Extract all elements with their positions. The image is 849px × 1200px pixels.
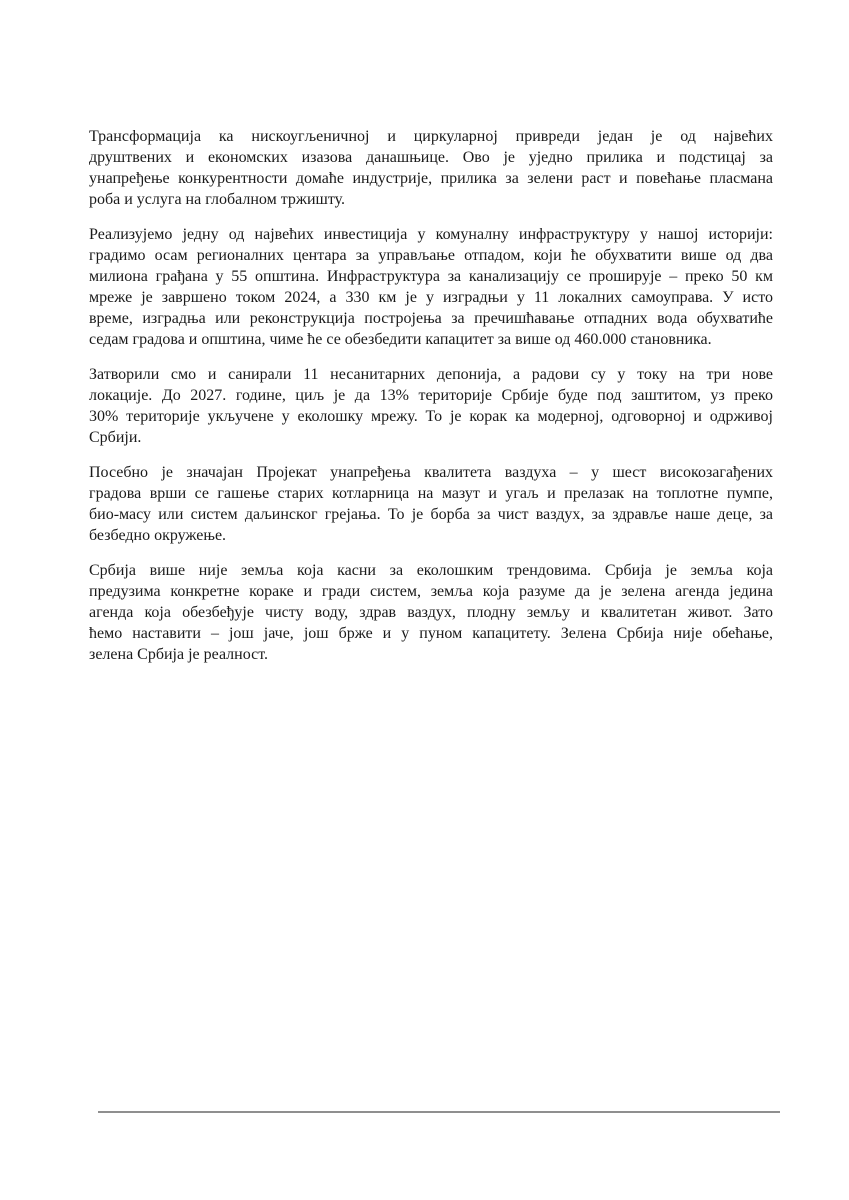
paragraph-line: Затворили смо и санирали 11 несанитарних депонија, а радови су у току на три нове xyxy=(89,366,773,383)
paragraph-line: градимо осам регионалних центара за управљање отпадом, који ће обухватити више од два xyxy=(89,247,773,264)
paragraph-line: роба и услуга на глобалном тржишту. xyxy=(89,191,346,208)
paragraph-line: локације. До 2027. године, циљ је да 13% територије Србије буде под заштитом, уз преко xyxy=(89,387,773,404)
paragraph-line: унапређење конкурентности домаће индустрије, прилика за зелени раст и повећање пласмана xyxy=(89,170,773,187)
paragraph-line: Посебно је значајан Пројекат унапређења квалитета ваздуха – у шест високозагађених xyxy=(89,464,773,481)
paragraph-line: друштвених и економских изазова данашњице. Ово је уједно прилика и подстицај за xyxy=(89,149,773,166)
paragraph xyxy=(89,462,773,546)
footer-rule xyxy=(98,1111,780,1113)
paragraph-line: мреже је завршено током 2024, а 330 км је у изградњи у 11 локалних самоуправа. У исто xyxy=(89,289,773,306)
paragraph-line: време, изградња или реконструкција постројења за пречишћавање отпадних вода обухватиће xyxy=(89,310,773,327)
paragraph-line: агенда која обезбеђује чисту воду, здрав ваздух, плодну земљу и квалитетан живот. Зато xyxy=(89,604,773,621)
paragraph-line: Србији. xyxy=(89,429,142,446)
paragraph-line: ћемо наставити – још јаче, још брже и у пуном капацитету. Зелена Србија није обећање, xyxy=(89,625,773,642)
paragraph-line: зелена Србија је реалност. xyxy=(89,646,269,663)
paragraph xyxy=(89,364,773,448)
paragraph-line: Србија више није земља која касни за еколошким трендовима. Србија је земља која xyxy=(89,562,773,579)
paragraph xyxy=(89,126,773,210)
paragraph xyxy=(89,224,773,350)
paragraph-line: предузима конкретне кораке и гради систем, земља која разуме да је зелена агенда једина xyxy=(89,583,773,600)
paragraph-line: седам градова и општина, чиме ће се обезбедити капацитет за више од 460.000 становника. xyxy=(89,331,712,348)
paragraph-line: безбедно окружење. xyxy=(89,527,227,544)
paragraph xyxy=(89,560,773,665)
paragraph-line: градова врши се гашење старих котларница на мазут и угаљ и прелазак на топлотне пумпе, xyxy=(89,485,773,502)
paragraph-line: био-масу или систем даљинског грејања. То је борба за чист ваздух, за здравље наше деце, за xyxy=(89,506,773,523)
document-body xyxy=(89,126,773,679)
paragraph-line: Трансформација ка нискоугљеничној и циркуларној привреди један је од највећих xyxy=(89,128,773,145)
paragraph-line: 30% територије укључене у еколошку мрежу. То је корак ка модерној, одговорној и одрживој xyxy=(89,408,773,425)
paragraph-line: Реализујемо једну од највећих инвестиција у комуналну инфраструктуру у нашој историји: xyxy=(89,226,773,243)
paragraph-line: милиона грађана у 55 општина. Инфраструктура за канализацију се проширује – преко 50 км xyxy=(89,268,773,285)
